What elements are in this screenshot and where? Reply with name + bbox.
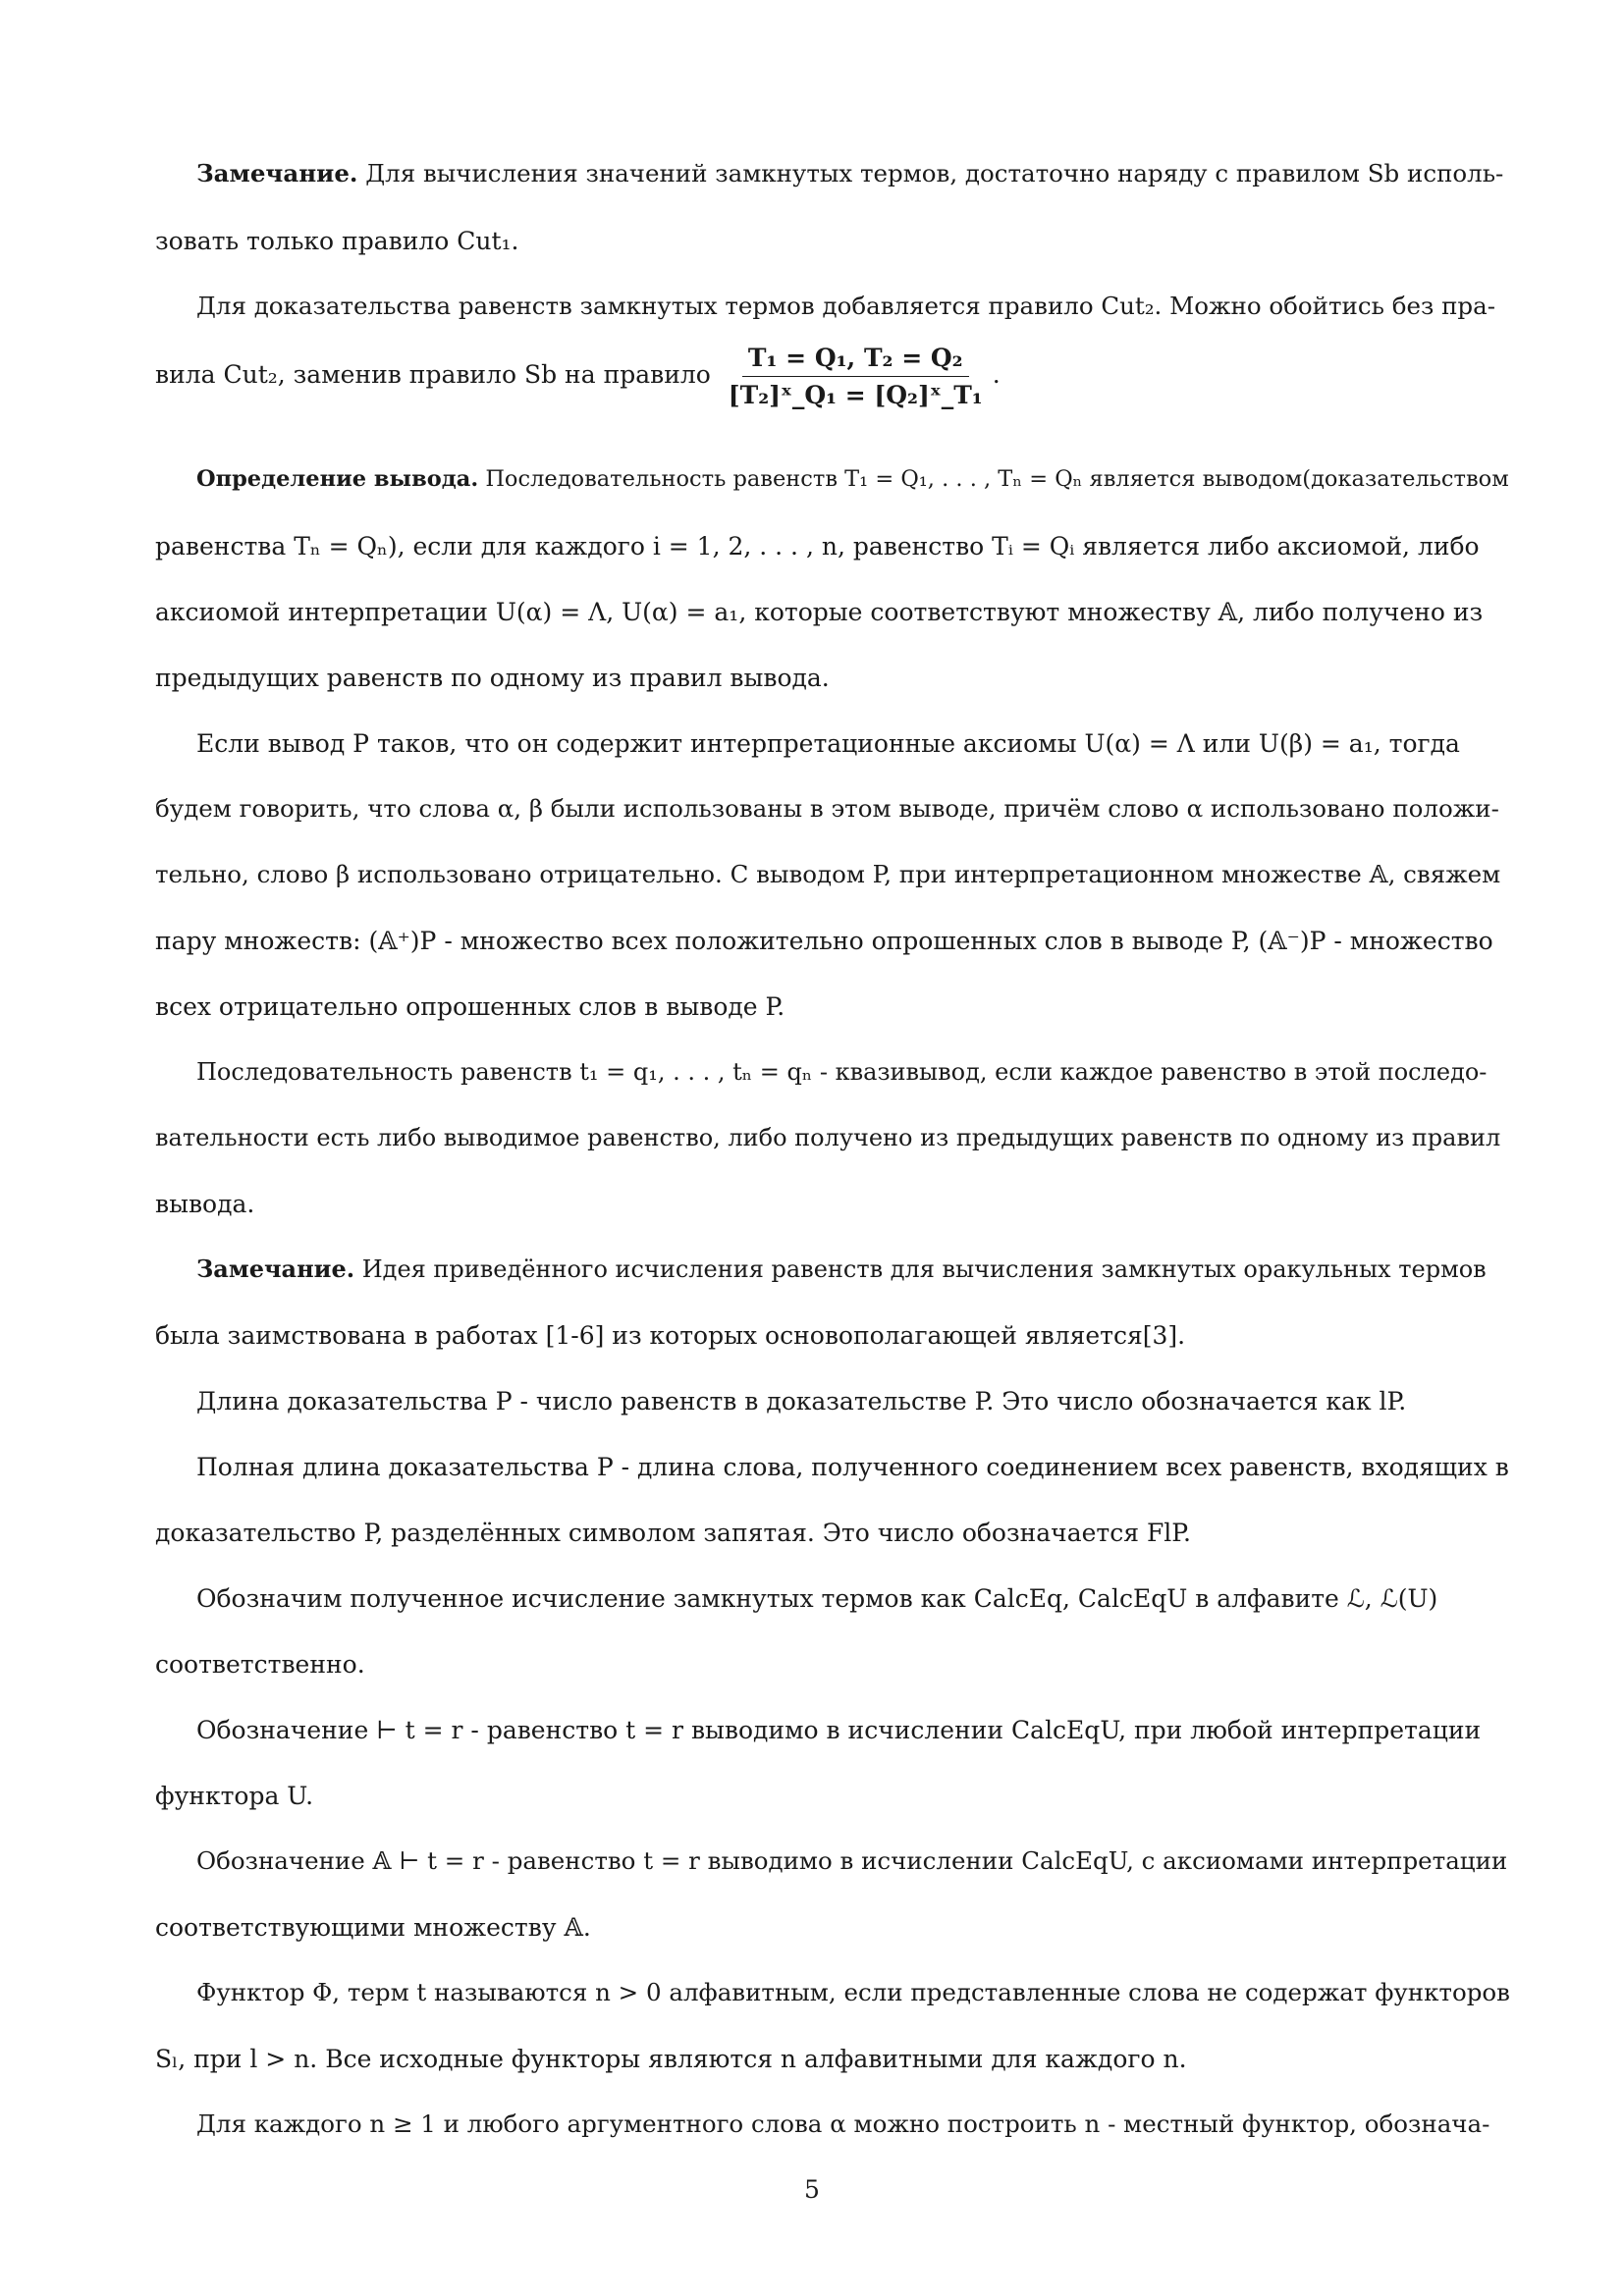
calc-line1: Обозначим полученное исчисление замкнутых термов как CalcEq, CalcEqU в алфавите ℒ, ℒ(U) bbox=[196, 1584, 1438, 1613]
remark2-line1 bbox=[196, 1257, 1487, 1281]
remark-label: Замечание. bbox=[196, 1255, 355, 1283]
remark1-line2: зовать только правило Cut₁. bbox=[155, 227, 519, 255]
notation2-line1: Обозначение 𝔸 ⊢ t = r - равенство t = r выводимо в исчислении CalcEqU, с аксиомами интерпретации bbox=[196, 1846, 1508, 1875]
cut2-line2: вила Cut₂, заменив правило Sb на правило $\frac{\text{T₁ = Q₁, T₂ = Q₂}}{\text{[T₂]ˣ\_Q₁ = [Q₂]ˣ\_T₁}}$ . bbox=[155, 344, 1001, 409]
inference-rule bbox=[723, 346, 989, 407]
definition-line3: аксиомой интерпретации U(α) = Λ, U(α) = a₁, которые соответствуют множеству 𝔸, либо получено из bbox=[155, 598, 1484, 626]
remark1-line1 bbox=[196, 159, 1504, 187]
construct-line1: Для каждого n ≥ 1 и любого аргументного слова α можно построить n - местный функтор, обознача- bbox=[196, 2109, 1490, 2138]
length-line1: Длина доказательства P - число равенств в доказательстве P. Это число обозначается как lP. bbox=[196, 1387, 1407, 1415]
full-length-line2: доказательство P, разделённых символом запятая. Это число обозначается FlP. bbox=[155, 1519, 1192, 1547]
alphabetic-line2: Sₗ, при l > n. Все исходные функторы являются n алфавитными для каждого n. bbox=[155, 2045, 1187, 2073]
remark-text: Для вычисления значений замкнутых термов, достаточно наряду с правилом Sb исполь- bbox=[365, 159, 1504, 187]
rule-numerator: T₁ = Q₁, T₂ = Q₂ bbox=[742, 346, 969, 377]
quasi-line2: вательности есть либо выводимое равенство, либо получено из предыдущих равенств по одному из правил bbox=[155, 1124, 1501, 1151]
definition-line4: предыдущих равенств по одному из правил вывода. bbox=[155, 664, 830, 692]
usage-line4: пару множеств: (𝔸⁺)P - множество всех положительно опрошенных слов в выводе P, (𝔸⁻)P - множество bbox=[155, 927, 1493, 955]
full-length-line1: Полная длина доказательства P - длина слова, полученного соединением всех равенств, входящих в bbox=[196, 1453, 1509, 1481]
quasi-line3: вывода. bbox=[155, 1190, 255, 1218]
alphabetic-line1: Функтор Φ, терм t называются n > 0 алфавитным, если представленные слова не содержат функторов bbox=[196, 1978, 1510, 2006]
cut2-line2-text: вила Cut₂, заменив правило Sb на правило bbox=[155, 360, 711, 389]
usage-line2: будем говорить, что слова α, β были использованы в этом выводе, причём слово α использовано положи- bbox=[155, 794, 1499, 823]
usage-line1: Если вывод P таков, что он содержит интерпретационные аксиомы U(α) = Λ или U(β) = a₁, тогда bbox=[196, 729, 1460, 758]
definition-label: Определение вывода. bbox=[196, 466, 479, 492]
notation2-line2: соответствующими множеству 𝔸. bbox=[155, 1913, 591, 1942]
cut2-line1: Для доказательства равенств замкнутых термов добавляется правило Cut₂. Можно обойтись без пра- bbox=[196, 292, 1495, 320]
definition-text: Последовательность равенств T₁ = Q₁, . . . , Tₙ = Qₙ является выводом(доказательством bbox=[485, 466, 1509, 492]
calc-line2: соответственно. bbox=[155, 1650, 365, 1679]
notation1-line1: Обозначение ⊢ t = r - равенство t = r выводимо в исчислении CalcEqU, при любой интерпретации bbox=[196, 1716, 1482, 1744]
quasi-line1: Последовательность равенств t₁ = q₁, . . . , tₙ = qₙ - квазивывод, если каждое равенство в этой последо- bbox=[196, 1058, 1488, 1086]
notation1-line2: функтора U. bbox=[155, 1782, 314, 1810]
remark-text: Идея приведённого исчисления равенств для вычисления замкнутых оракульных термов bbox=[361, 1255, 1487, 1283]
rule-denominator: [T₂]ˣ_Q₁ = [Q₂]ˣ_T₁ bbox=[728, 381, 983, 409]
usage-line3: тельно, слово β использовано отрицательно. С выводом P, при интерпретационном множестве 𝔸, свяжем bbox=[155, 860, 1501, 888]
page-number: 5 bbox=[804, 2175, 820, 2204]
definition-line2: равенства Tₙ = Qₙ), если для каждого i = 1, 2, . . . , n, равенство Tᵢ = Qᵢ является либо аксиомой, либо bbox=[155, 532, 1480, 561]
usage-line5: всех отрицательно опрошенных слов в выводе P. bbox=[155, 992, 785, 1021]
definition-line1 bbox=[196, 468, 1509, 491]
remark-label: Замечание. bbox=[196, 159, 358, 187]
remark2-line2: была заимствована в работах [1-6] из которых основополагающей является[3]. bbox=[155, 1321, 1186, 1350]
